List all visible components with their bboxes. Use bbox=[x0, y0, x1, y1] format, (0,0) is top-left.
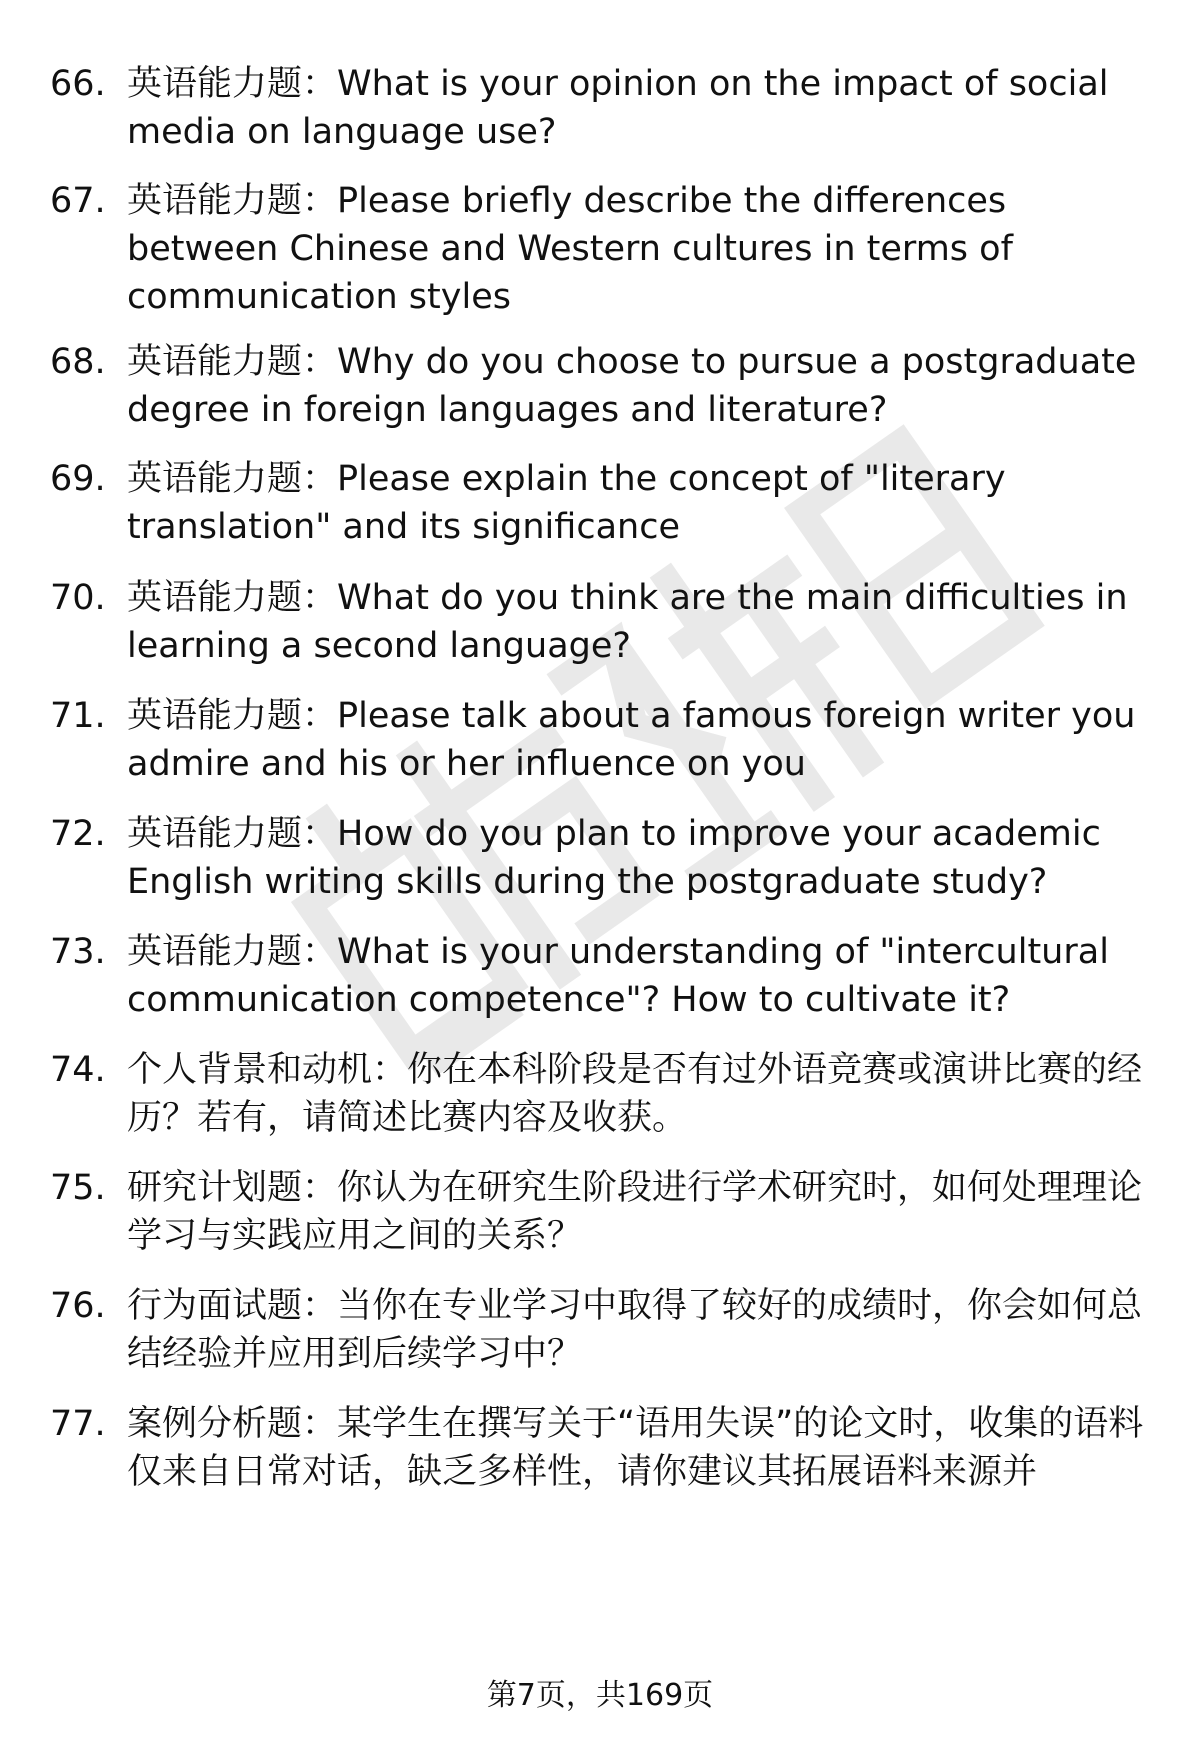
question-number: 70. bbox=[50, 578, 106, 618]
question-text: 个人背景和动机：你在本科阶段是否有过外语竞赛或演讲比赛的经历？若有，请简述比赛内容及收获。 bbox=[127, 1050, 1143, 1138]
question-text: 英语能力题：Why do you choose to pursue a postgraduate degree in foreign languages and literature? bbox=[127, 342, 1137, 430]
question-number: 66. bbox=[50, 64, 106, 104]
question-text: 案例分析题：某学生在撰写关于“语用失误”的论文时，收集的语料仅来自日常对话，缺乏多样性，请你建议其拓展语料来源并 bbox=[127, 1404, 1144, 1492]
question-number: 72. bbox=[50, 814, 106, 854]
question-number: 77. bbox=[50, 1404, 106, 1444]
question-number: 74. bbox=[50, 1050, 106, 1090]
question-text: 英语能力题：What do you think are the main difficulties in learning a second language? bbox=[127, 578, 1128, 666]
page-number-footer: 第7页，共169页 bbox=[486, 1678, 714, 1713]
question-text: 英语能力题：Please talk about a famous foreign writer you admire and his or her influence on you bbox=[127, 696, 1136, 784]
question-number: 76. bbox=[50, 1286, 106, 1326]
question-text: 英语能力题：What is your understanding of "intercultural communication competence"? How to cultivate it? bbox=[127, 932, 1109, 1020]
question-text: 英语能力题：How do you plan to improve your academic English writing skills during the postgraduate study? bbox=[127, 814, 1101, 902]
question-number: 68. bbox=[50, 342, 106, 382]
question-text: 英语能力题：What is your opinion on the impact of social media on language use? bbox=[127, 64, 1109, 152]
question-number: 73. bbox=[50, 932, 106, 972]
question-number: 69. bbox=[50, 459, 106, 499]
question-number: 75. bbox=[50, 1168, 106, 1208]
question-text: 英语能力题：Please briefly describe the differences between Chinese and Western cultures in terms of communication styles bbox=[127, 181, 1013, 317]
question-text: 行为面试题：当你在专业学习中取得了较好的成绩时，你会如何总结经验并应用到后续学习中？ bbox=[127, 1286, 1143, 1374]
question-text: 研究计划题：你认为在研究生阶段进行学术研究时，如何处理理论学习与实践应用之间的关系？ bbox=[127, 1168, 1143, 1256]
question-number: 71. bbox=[50, 696, 106, 736]
question-number: 67. bbox=[50, 181, 106, 221]
question-text: 英语能力题：Please explain the concept of "literary translation" and its significance bbox=[127, 459, 1006, 547]
